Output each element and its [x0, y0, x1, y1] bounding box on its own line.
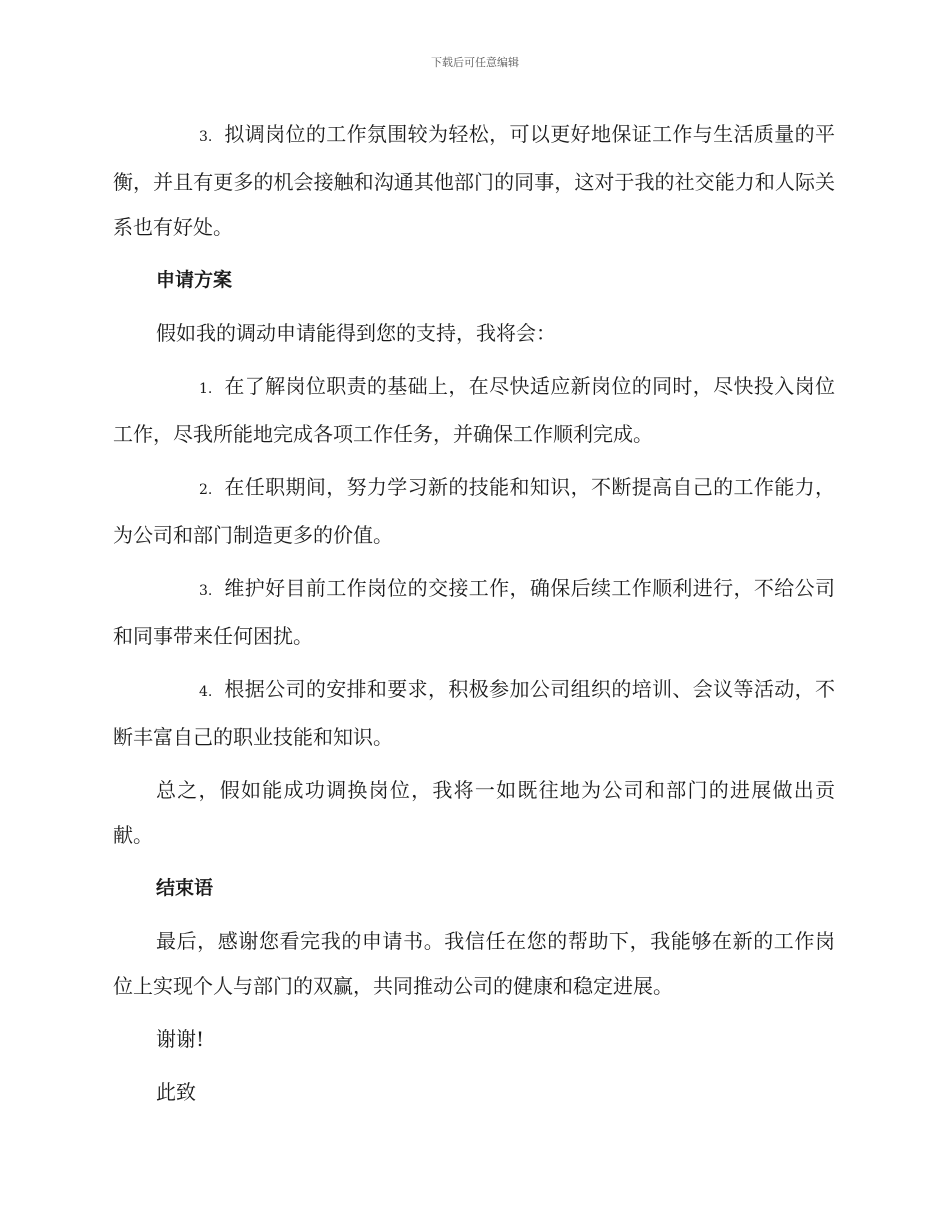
list-item	[113, 667, 835, 760]
document-body	[113, 112, 835, 1123]
page-header: 下载后可任意编辑	[431, 56, 519, 69]
list-item-text: 拟调岗位的工作氛围较为轻松，可以更好地保证工作与生活质量的平衡，并且有更多的机会接触和沟通其他部门的同事，这对于我的社交能力和人际关系也有好处。	[113, 122, 835, 239]
list-number: 4.	[199, 684, 213, 700]
list-item-text: 在任职期间，努力学习新的技能和知识，不断提高自己的工作能力，为公司和部门制造更多的价值。	[113, 475, 835, 547]
section-heading-closing: 结束语	[156, 877, 214, 899]
list-number: 1.	[199, 381, 213, 397]
closing-paragraph: 最后，感谢您看完我的申请书。我信任在您的帮助下，我能够在新的工作岗位上实现个人与部门的双赢，共同推动公司的健康和稳定进展。	[113, 929, 835, 998]
list-number: 2.	[199, 482, 213, 498]
thanks-line: 谢谢!	[156, 1027, 205, 1051]
list-item-text: 维护好目前工作岗位的交接工作，确保后续工作顺利进行，不给公司和同事带来任何困扰。	[113, 576, 835, 648]
list-number: 3.	[199, 129, 213, 145]
regards-line: 此致	[156, 1080, 196, 1104]
list-item-text: 在了解岗位职责的基础上，在尽快适应新岗位的同时，尽快投入岗位工作，尽我所能地完成各项工作任务，并确保工作顺利完成。	[113, 374, 835, 446]
list-item	[113, 465, 835, 558]
list-item	[113, 112, 835, 250]
list-item	[113, 364, 835, 457]
section-heading-plan: 申请方案	[156, 269, 233, 291]
list-item-text: 根据公司的安排和要求，积极参加公司组织的培训、会议等活动，不断丰富自己的职业技能和知识。	[113, 677, 835, 749]
list-number: 3.	[199, 583, 213, 599]
list-item	[113, 566, 835, 659]
summary-paragraph: 总之，假如能成功调换岗位，我将一如既往地为公司和部门的进展做出贡献。	[113, 778, 835, 847]
plan-intro: 假如我的调动申请能得到您的支持，我将会：	[156, 321, 556, 345]
